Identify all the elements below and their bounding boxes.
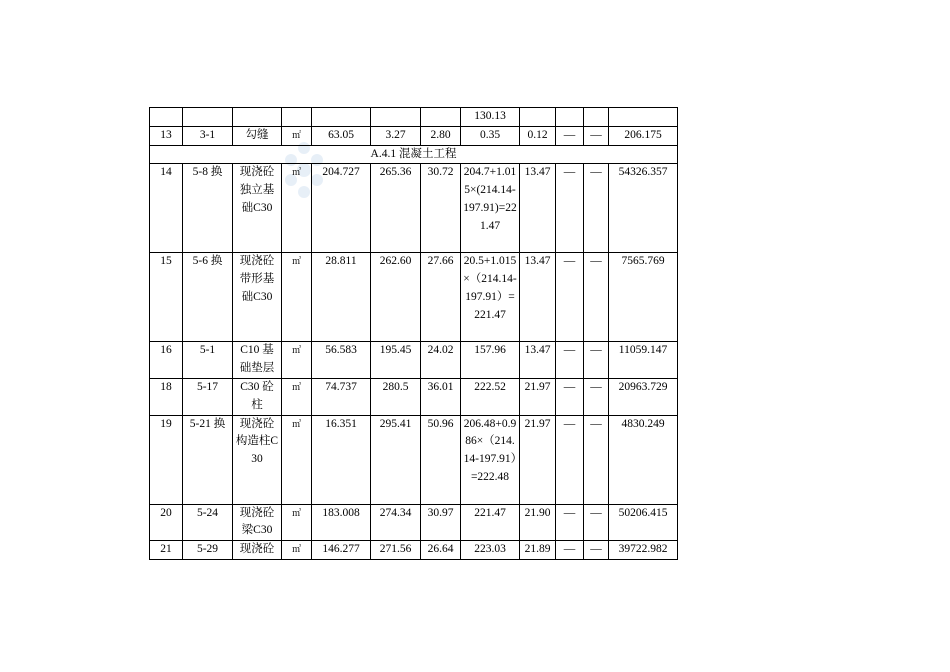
cell-seq-no: 13 <box>150 126 183 145</box>
cell-material: 222.52 <box>461 378 520 415</box>
cell-total: 11059.147 <box>609 342 678 379</box>
cell-quantity: 204.727 <box>312 164 371 253</box>
cell-labor: 50.96 <box>421 415 461 504</box>
cell-unit-price: 274.34 <box>371 504 421 541</box>
cell-col-11: — <box>584 126 609 145</box>
cell-code: 5-24 <box>183 504 233 541</box>
cell-seq-no: 21 <box>150 541 183 560</box>
cell-total <box>609 108 678 127</box>
cell-unit: ㎥ <box>282 342 312 379</box>
cell-unit: ㎥ <box>282 504 312 541</box>
cell-col-11 <box>584 108 609 127</box>
cell-seq-no: 18 <box>150 378 183 415</box>
cell-seq-no: 20 <box>150 504 183 541</box>
cell-col-11: — <box>584 253 609 342</box>
cell-unit-price: 265.36 <box>371 164 421 253</box>
cell-col-10: — <box>556 126 584 145</box>
cell-seq-no: 14 <box>150 164 183 253</box>
cell-machinery: 21.97 <box>520 378 556 415</box>
table-row <box>150 541 678 560</box>
section-heading: A.4.1 混凝土工程 <box>150 145 678 164</box>
cell-code: 5-6 换 <box>183 253 233 342</box>
cell-material: 20.5+1.015×（214.14-197.91）=221.47 <box>461 253 520 342</box>
cell-unit <box>282 108 312 127</box>
cell-code: 5-29 <box>183 541 233 560</box>
cell-machinery: 0.12 <box>520 126 556 145</box>
quantity-table <box>149 107 678 560</box>
cell-col-10 <box>556 108 584 127</box>
cell-col-11: — <box>584 164 609 253</box>
cell-unit-price <box>371 108 421 127</box>
cell-code <box>183 108 233 127</box>
cell-item-name: 现浇砼独立基础C30 <box>233 164 282 253</box>
cell-seq-no <box>150 108 183 127</box>
cell-machinery: 21.90 <box>520 504 556 541</box>
cell-col-10: — <box>556 541 584 560</box>
cell-seq-no: 15 <box>150 253 183 342</box>
cell-material: 157.96 <box>461 342 520 379</box>
table-row <box>150 164 678 253</box>
cell-total: 7565.769 <box>609 253 678 342</box>
cell-machinery: 13.47 <box>520 164 556 253</box>
table-row <box>150 342 678 379</box>
cell-item-name: 现浇砼 <box>233 541 282 560</box>
cell-material: 223.03 <box>461 541 520 560</box>
cell-item-name: 现浇砼构造柱C30 <box>233 415 282 504</box>
cell-total: 206.175 <box>609 126 678 145</box>
cell-col-11: — <box>584 342 609 379</box>
cell-code: 5-21 换 <box>183 415 233 504</box>
table-row <box>150 253 678 342</box>
cell-total: 54326.357 <box>609 164 678 253</box>
cell-col-11: — <box>584 378 609 415</box>
cell-quantity: 63.05 <box>312 126 371 145</box>
cell-code: 5-8 换 <box>183 164 233 253</box>
cell-quantity: 146.277 <box>312 541 371 560</box>
cell-unit-price: 271.56 <box>371 541 421 560</box>
cell-total: 39722.982 <box>609 541 678 560</box>
cell-item-name: 现浇砼带形基础C30 <box>233 253 282 342</box>
table-row <box>150 126 678 145</box>
cell-unit-price: 295.41 <box>371 415 421 504</box>
cell-total: 20963.729 <box>609 378 678 415</box>
table-row <box>150 108 678 127</box>
cell-machinery: 13.47 <box>520 342 556 379</box>
cell-item-name: C10 基础垫层 <box>233 342 282 379</box>
cell-unit: ㎥ <box>282 378 312 415</box>
cell-unit-price: 280.5 <box>371 378 421 415</box>
cell-material: 0.35 <box>461 126 520 145</box>
cell-material: 221.47 <box>461 504 520 541</box>
cell-quantity: 28.811 <box>312 253 371 342</box>
cell-unit: ㎥ <box>282 415 312 504</box>
cell-material: 204.7+1.015×(214.14-197.91)=221.47 <box>461 164 520 253</box>
table-row <box>150 378 678 415</box>
cell-code: 3-1 <box>183 126 233 145</box>
cell-machinery: 21.89 <box>520 541 556 560</box>
cell-labor <box>421 108 461 127</box>
cell-quantity: 56.583 <box>312 342 371 379</box>
cell-quantity: 183.008 <box>312 504 371 541</box>
cell-unit: ㎡ <box>282 126 312 145</box>
cell-machinery: 21.97 <box>520 415 556 504</box>
cell-code: 5-17 <box>183 378 233 415</box>
cell-unit: ㎥ <box>282 164 312 253</box>
cell-quantity: 74.737 <box>312 378 371 415</box>
cell-machinery <box>520 108 556 127</box>
cell-labor: 26.64 <box>421 541 461 560</box>
cell-unit: ㎥ <box>282 541 312 560</box>
cell-material: 130.13 <box>461 108 520 127</box>
cell-labor: 30.97 <box>421 504 461 541</box>
cell-labor: 36.01 <box>421 378 461 415</box>
table-row <box>150 415 678 504</box>
cell-item-name: 现浇砼梁C30 <box>233 504 282 541</box>
cell-labor: 2.80 <box>421 126 461 145</box>
cell-item-name: C30 砼柱 <box>233 378 282 415</box>
cell-machinery: 13.47 <box>520 253 556 342</box>
cell-quantity <box>312 108 371 127</box>
cell-unit-price: 262.60 <box>371 253 421 342</box>
cell-unit-price: 195.45 <box>371 342 421 379</box>
cell-col-11: — <box>584 415 609 504</box>
cell-seq-no: 16 <box>150 342 183 379</box>
table-row <box>150 504 678 541</box>
cell-col-10: — <box>556 504 584 541</box>
cell-unit-price: 3.27 <box>371 126 421 145</box>
cell-col-10: — <box>556 342 584 379</box>
cell-col-11: — <box>584 541 609 560</box>
cell-total: 4830.249 <box>609 415 678 504</box>
cell-labor: 24.02 <box>421 342 461 379</box>
cell-col-10: — <box>556 164 584 253</box>
cell-col-11: — <box>584 504 609 541</box>
cell-col-10: — <box>556 253 584 342</box>
cell-material: 206.48+0.986×（214.14-197.91）=222.48 <box>461 415 520 504</box>
cell-quantity: 16.351 <box>312 415 371 504</box>
cell-col-10: — <box>556 415 584 504</box>
cell-item-name <box>233 108 282 127</box>
cell-seq-no: 19 <box>150 415 183 504</box>
cell-col-10: — <box>556 378 584 415</box>
cell-labor: 30.72 <box>421 164 461 253</box>
section-row <box>150 145 678 164</box>
cell-unit: ㎥ <box>282 253 312 342</box>
cell-item-name: 勾缝 <box>233 126 282 145</box>
cell-labor: 27.66 <box>421 253 461 342</box>
cell-total: 50206.415 <box>609 504 678 541</box>
cell-code: 5-1 <box>183 342 233 379</box>
